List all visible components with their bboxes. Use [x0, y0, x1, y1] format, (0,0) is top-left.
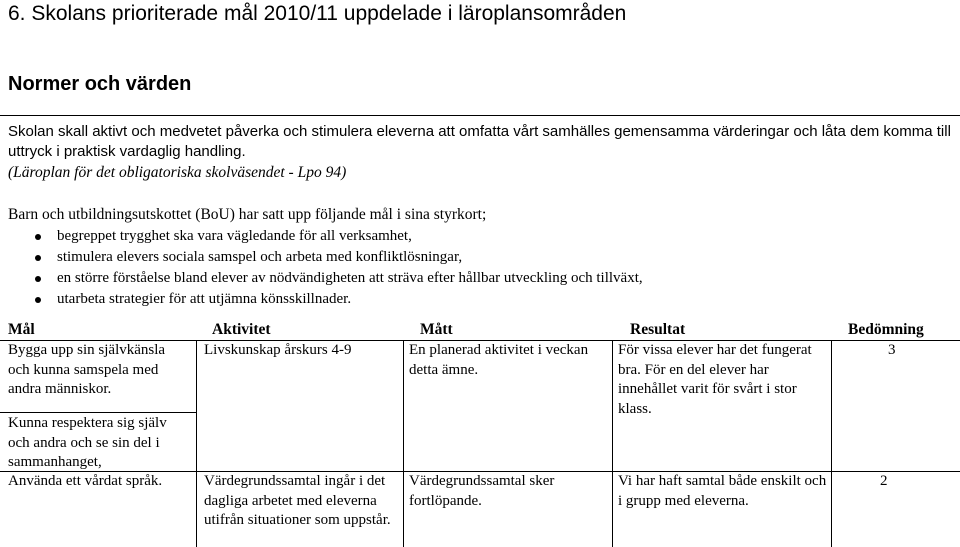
intro-text: Barn och utbildningsutskottet (BoU) har satt upp följande mål i sina styrkort; [8, 206, 487, 223]
table-cell-aktivitet: Värdegrundssamtal ingår i det dagliga arbetet med eleverna utifrån situationer som uppstår. [204, 473, 391, 528]
bullet-icon [35, 234, 41, 240]
col-header-mal: Mål [8, 321, 35, 338]
goal-list [0, 226, 643, 310]
col-header-resultat: Resultat [630, 321, 686, 338]
table-cell-divider [0, 412, 196, 413]
table-column-line [403, 340, 404, 547]
section-heading: Normer och värden [8, 73, 192, 95]
bullet-icon [35, 297, 41, 303]
list-item-text: en större förståelse bland elever av nödvändigheten att sträva efter hållbar utveckling och tillväxt, [57, 270, 643, 286]
table-column-line [612, 340, 613, 547]
list-item-text: begreppet trygghet ska vara vägledande för all verksamhet, [57, 228, 412, 244]
divider-top [0, 115, 960, 116]
table-cell-bedomning: 3 [888, 342, 896, 358]
table-cell-aktivitet: Livskunskap årskurs 4-9 [204, 342, 352, 358]
col-header-matt: Mått [420, 321, 453, 338]
citation: (Läroplan för det obligatoriska skolväsendet - Lpo 94) [8, 164, 347, 181]
table-cell-matt: Värdegrundssamtal sker fortlöpande. [409, 473, 555, 509]
col-header-bedomning: Bedömning [848, 321, 924, 338]
col-header-aktivitet: Aktivitet [212, 321, 271, 338]
table-cell-resultat: För vissa elever har det fungerat bra. För en del elever har innehållet varit för svårt i stor klass. [618, 342, 812, 417]
list-item [0, 268, 643, 289]
list-item [0, 289, 643, 310]
list-item [0, 247, 643, 268]
page-title: 6. Skolans prioriterade mål 2010/11 uppdelade i läroplansområden [8, 2, 627, 25]
table-column-line [196, 340, 197, 547]
table-cell-mal: Använda ett vårdat språk. [8, 473, 163, 489]
bullet-icon [35, 276, 41, 282]
body-paragraph: Skolan skall aktivt och medvetet påverka och stimulera eleverna att omfatta vårt samhälles gemensamma värderingar och låta dem komma till uttryck i praktisk vardaglig handling. [8, 123, 951, 160]
table-cell-resultat: Vi har haft samtal både enskilt och i grupp med eleverna. [618, 473, 827, 509]
table-cell-mal: Bygga upp sin självkänsla och kunna samspela med andra människor. [8, 342, 166, 397]
table-cell-mal: Kunna respektera sig själv och andra och se sin del i sammanhanget, [8, 415, 167, 470]
list-item-text: stimulera elevers sociala samspel och arbeta med konfliktlösningar, [57, 249, 463, 265]
list-item-text: utarbeta strategier för att utjämna könsskillnader. [57, 291, 352, 307]
bullet-icon [35, 255, 41, 261]
table-cell-matt: En planerad aktivitet i veckan detta ämne. [409, 342, 589, 378]
table-column-line [831, 340, 832, 547]
table-cell-bedomning: 2 [880, 473, 888, 489]
list-item [0, 226, 643, 247]
